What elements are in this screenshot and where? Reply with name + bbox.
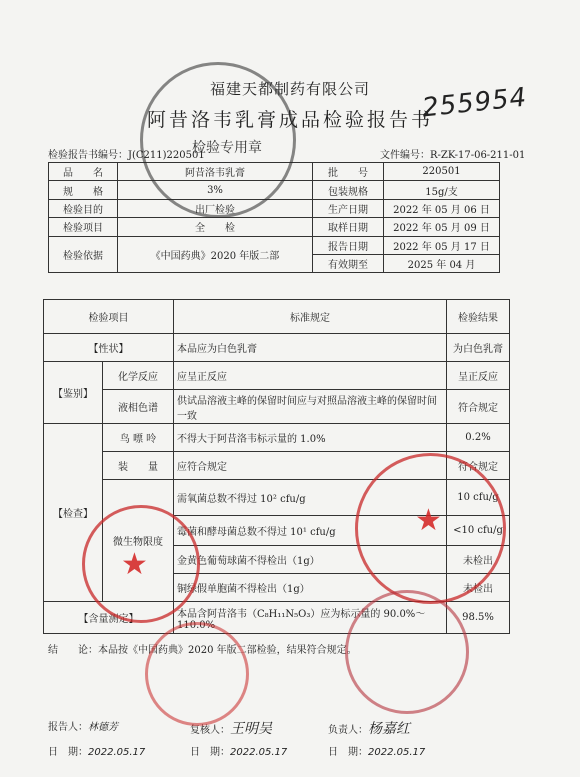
manager-signature: 杨嘉红 bbox=[368, 721, 410, 737]
row-chem-std: 应呈正反应 bbox=[174, 362, 447, 390]
basis-label: 检验依据 bbox=[49, 236, 118, 273]
header-item: 检验项目 bbox=[44, 300, 174, 334]
row-hplc-std: 供试品溶液主峰的保留时间应与对照品溶液主峰的保留时间一致 bbox=[174, 390, 447, 424]
row-hplc-sub: 液相色谱 bbox=[103, 390, 174, 424]
left-stamp-star-icon: ★ bbox=[121, 547, 148, 582]
row-assay-res: 98.5% bbox=[447, 602, 510, 634]
reporter-signature: 林德芳 bbox=[88, 722, 118, 733]
product-value: 阿昔洛韦乳膏 bbox=[118, 163, 313, 181]
basis-value: 《中国药典》2020 年版二部 bbox=[118, 236, 313, 273]
production-date-label: 生产日期 bbox=[313, 199, 384, 217]
report-date-label: 报告日期 bbox=[313, 236, 384, 254]
sample-date-label: 取样日期 bbox=[313, 218, 384, 236]
expiry-label: 有效期至 bbox=[313, 254, 384, 272]
report-number: 检验报告书编号：J(C211)220501 bbox=[48, 150, 205, 161]
row-identification-cat: 【鉴别】 bbox=[44, 362, 103, 424]
header-standard: 标准规定 bbox=[174, 300, 447, 334]
reporter-label: 报告人： bbox=[48, 722, 88, 733]
row-pseudo-res: 未检出 bbox=[447, 574, 510, 602]
row-yeast-std: 霉菌和酵母菌总数不得过 10¹ cfu/g bbox=[174, 516, 447, 546]
items-value: 全 检 bbox=[118, 218, 313, 236]
conclusion-text: 本品按《中国药典》2020 年版二部检验，结果符合规定。 bbox=[98, 645, 357, 656]
row-staph-std: 金黄色葡萄球菌不得检出（1g） bbox=[174, 546, 447, 574]
report-date-value: 2022 年 05 月 17 日 bbox=[384, 236, 500, 254]
row-staph-res: 未检出 bbox=[447, 546, 510, 574]
row-fill-res: 符合规定 bbox=[447, 452, 510, 480]
spec-value: 3% bbox=[118, 181, 313, 199]
row-fill-sub: 装 量 bbox=[103, 452, 174, 480]
row-yeast-res: <10 cfu/g bbox=[447, 516, 510, 546]
date-2 bbox=[190, 743, 287, 758]
manager bbox=[328, 718, 410, 738]
date-value-2: 2022.05.17 bbox=[230, 747, 288, 758]
row-assay-std: 本品含阿昔洛韦（C₈H₁₁N₅O₃）应为标示量的 90.0%～110.0% bbox=[174, 602, 447, 634]
row-character-cat: 【性状】 bbox=[44, 334, 174, 362]
row-character-std: 本品应为白色乳膏 bbox=[174, 334, 447, 362]
date-label-1: 日 期： bbox=[48, 747, 88, 758]
header-result: 检验结果 bbox=[447, 300, 510, 334]
stamp-center-text: 检验专用章 bbox=[192, 140, 262, 156]
reporter bbox=[48, 718, 118, 733]
row-chem-sub: 化学反应 bbox=[103, 362, 174, 390]
reviewer-signature: 王明吴 bbox=[230, 721, 272, 737]
row-micro-sub: 微生物限度 bbox=[103, 480, 174, 602]
bottom-right-stamp bbox=[345, 590, 469, 714]
production-date-value: 2022 年 05 月 06 日 bbox=[384, 199, 500, 217]
right-stamp-star-icon: ★ bbox=[415, 503, 442, 538]
row-character-res: 为白色乳膏 bbox=[447, 334, 510, 362]
row-chem-res: 呈正反应 bbox=[447, 362, 510, 390]
date-1 bbox=[48, 743, 145, 758]
row-assay-cat: 【含量测定】 bbox=[44, 602, 174, 634]
handwritten-number: 255954 bbox=[420, 82, 529, 124]
batch-value: 220501 bbox=[384, 163, 500, 181]
conclusion-label: 结 论： bbox=[48, 645, 98, 656]
expiry-value: 2025 年 04 月 bbox=[384, 254, 500, 272]
row-aerobic-std: 需氧菌总数不得过 10² cfu/g bbox=[174, 480, 447, 516]
row-pseudo-std: 铜绿假单胞菌不得检出（1g） bbox=[174, 574, 447, 602]
date-label-2: 日 期： bbox=[190, 747, 230, 758]
row-aerobic-res: 10 cfu/g bbox=[447, 480, 510, 516]
date-value-3: 2022.05.17 bbox=[368, 747, 426, 758]
row-hplc-res: 符合规定 bbox=[447, 390, 510, 424]
company-name: 福建天都制药有限公司 bbox=[209, 80, 370, 98]
product-label: 品 名 bbox=[49, 163, 118, 181]
row-guanine-std: 不得大于阿昔洛韦标示量的 1.0% bbox=[174, 424, 447, 452]
date-value-1: 2022.05.17 bbox=[88, 747, 146, 758]
date-label-3: 日 期： bbox=[328, 747, 368, 758]
batch-label: 批 号 bbox=[313, 163, 384, 181]
document-number: 文件编号：R-ZK-17-06-211-01 bbox=[380, 150, 526, 161]
purpose-value: 出厂检验 bbox=[118, 199, 313, 217]
date-3 bbox=[328, 743, 425, 758]
sample-date-value: 2022 年 05 月 09 日 bbox=[384, 218, 500, 236]
reviewer-label: 复核人： bbox=[190, 725, 230, 736]
spec-label: 规 格 bbox=[49, 181, 118, 199]
row-guanine-sub: 鸟 嘌 呤 bbox=[103, 424, 174, 452]
pack-value: 15g/支 bbox=[384, 181, 500, 199]
row-inspection-cat: 【检查】 bbox=[44, 424, 103, 602]
pack-label: 包装规格 bbox=[313, 181, 384, 199]
row-guanine-res: 0.2% bbox=[447, 424, 510, 452]
bottom-mid-stamp bbox=[145, 622, 249, 726]
purpose-label: 检验目的 bbox=[49, 199, 118, 217]
row-fill-std: 应符合规定 bbox=[174, 452, 447, 480]
manager-label: 负责人： bbox=[328, 725, 368, 736]
report-title: 阿昔洛韦乳膏成品检验报告书 bbox=[146, 109, 433, 131]
items-label: 检验项目 bbox=[49, 218, 118, 236]
